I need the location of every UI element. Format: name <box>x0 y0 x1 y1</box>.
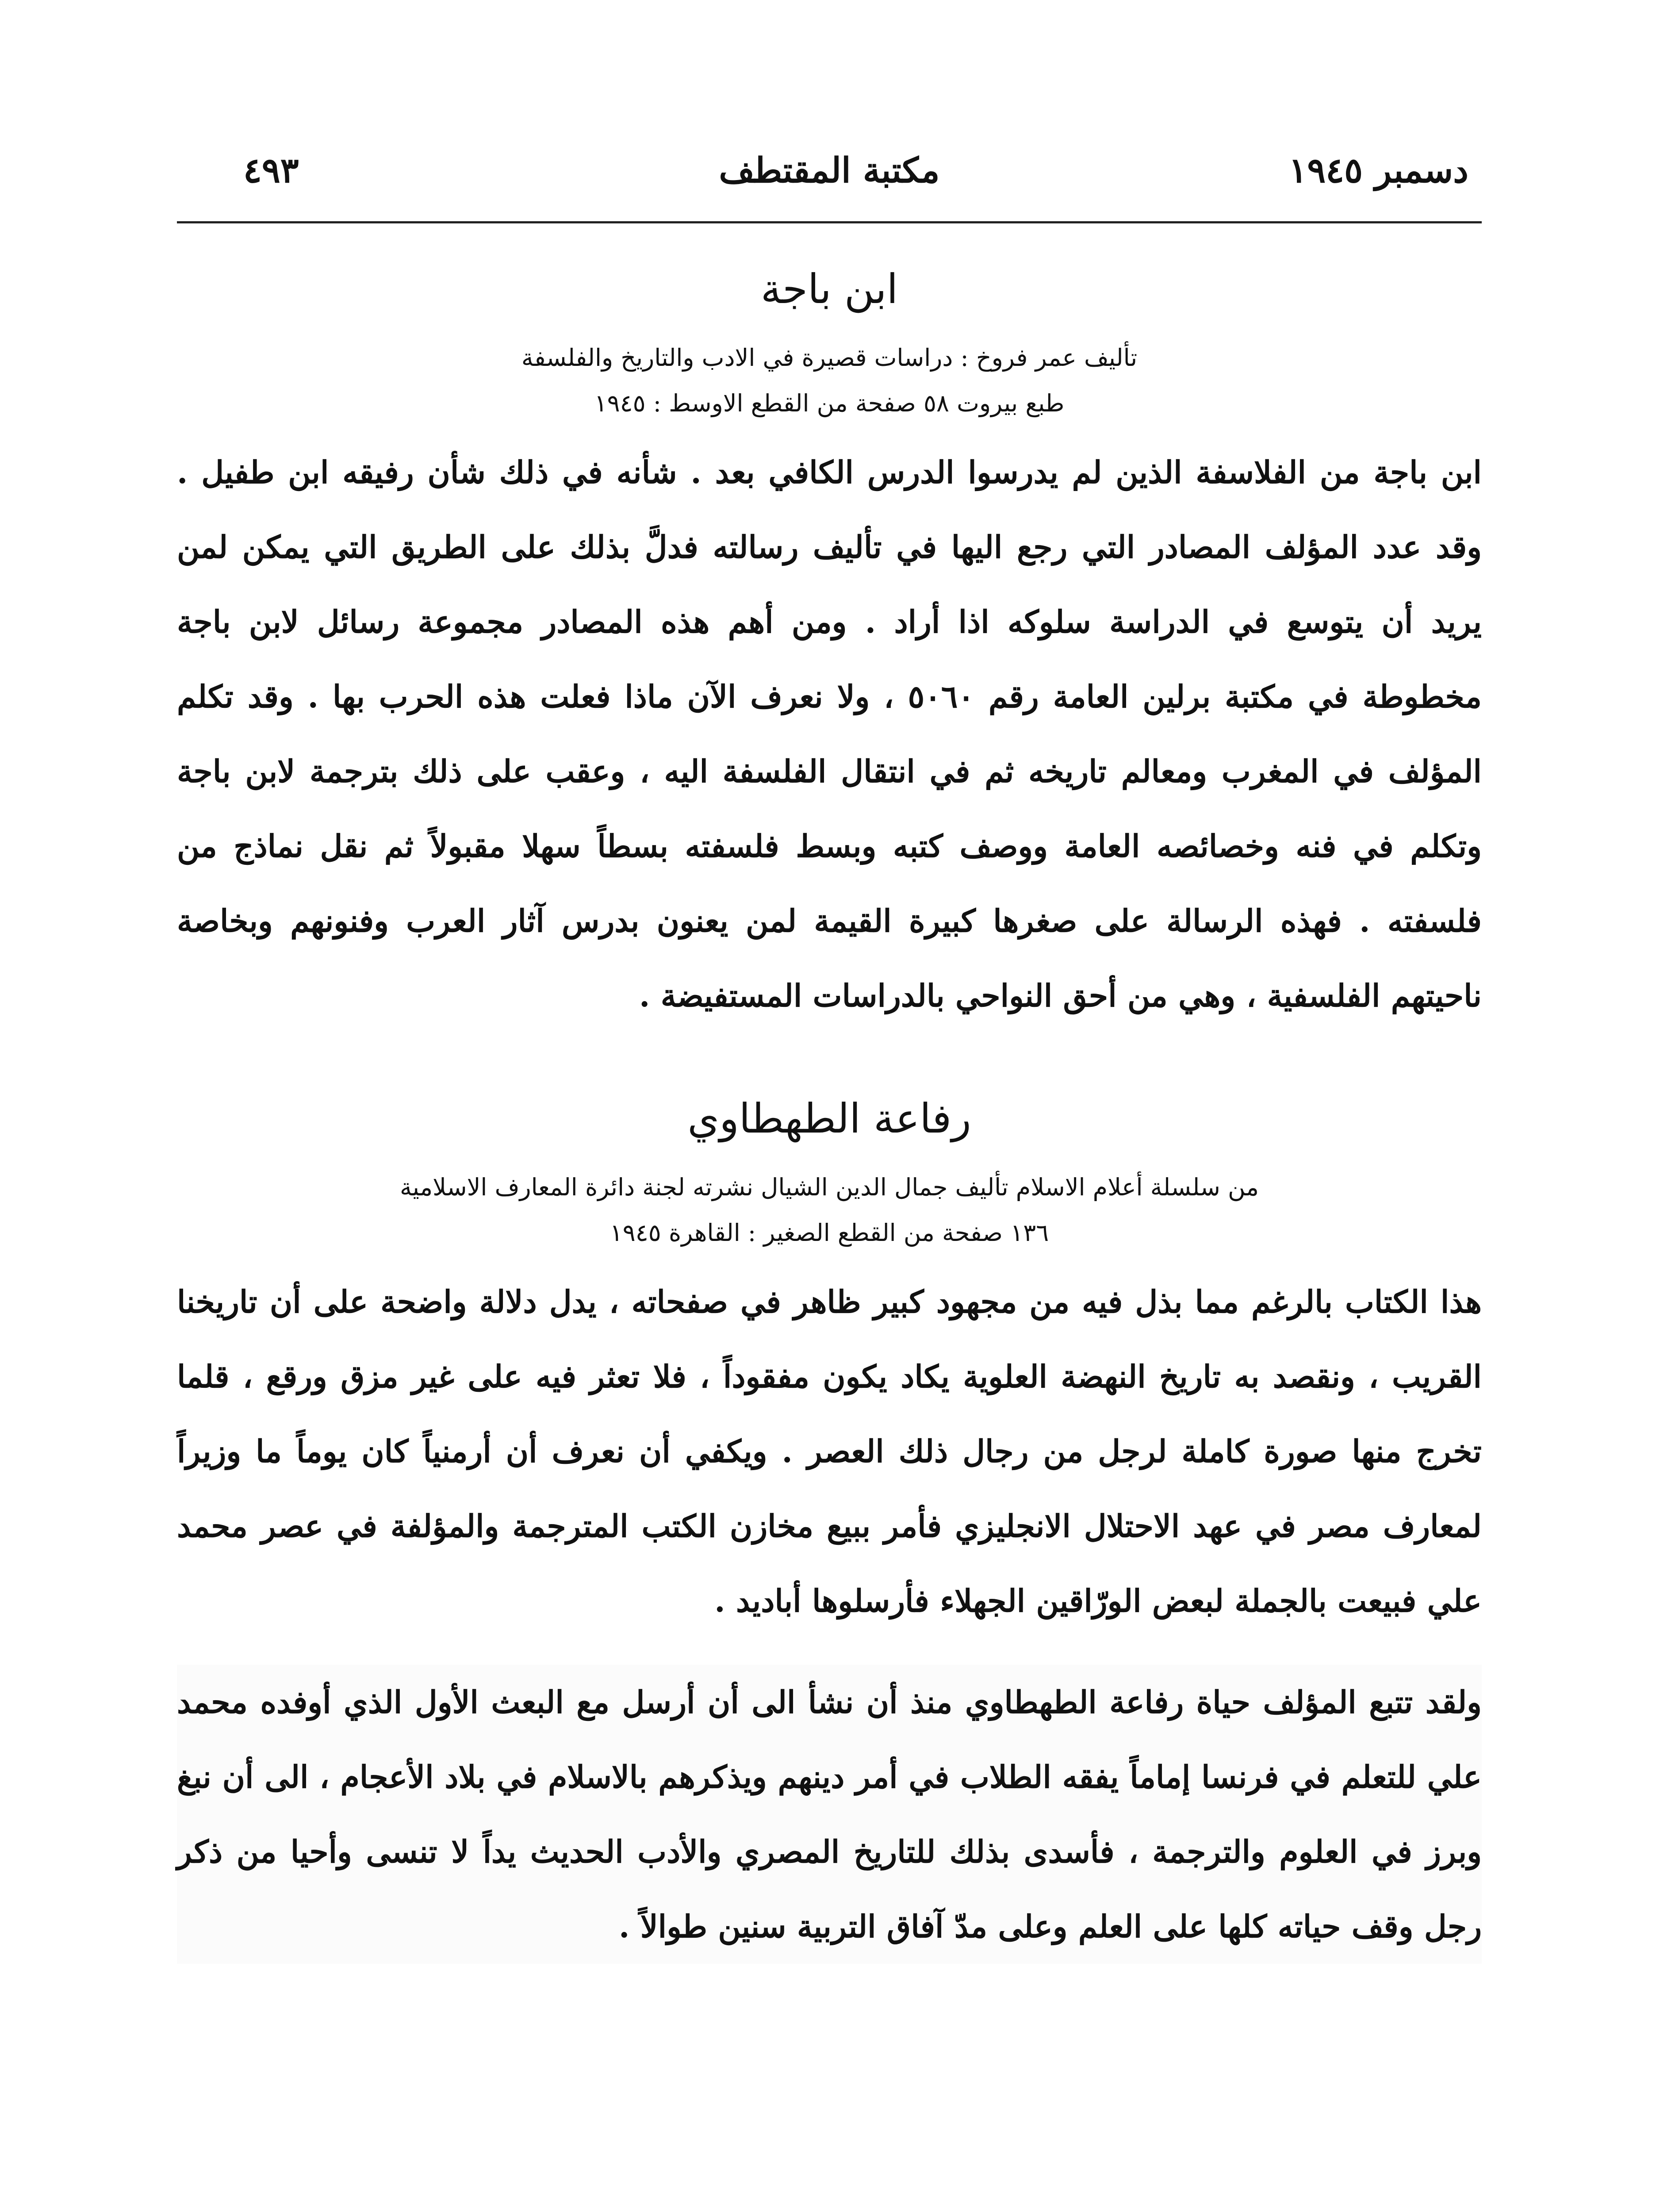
review-publication-line: ١٣٦ صفحة من القطع الصغير : القاهرة ١٩٤٥ <box>610 1219 1049 1247</box>
review-ibn-bajja <box>177 265 1482 1033</box>
review-publication-line: طبع بيروت ٥٨ صفحة من القطع الاوسط : ١٩٤٥ <box>594 389 1065 417</box>
header-rule <box>177 221 1482 223</box>
issue-date: دسمبر ١٩٤٥ <box>1288 150 1468 191</box>
review-body-paragraph-1: هذا الكتاب بالرغم مما بذل فيه من مجهود كبير ظاهر في صفحاته ، يدل دلالة واضحة على أن تاريخنا القريب ، ونقصد به تاريخ النهضة العلوية يكاد يكون مفقوداً ، فلا تعثر فيه على غير مزق ورقع ، قلما تخرج منها صورة كاملة لرجل من رجال ذلك العصر . ويكفي أن نعرف أن أرمنياً كان يوماً ما وزيراً لمعارف مصر في عهد الاحتلال الانجليزي فأمر ببيع مخازن الكتب المترجمة والمؤلفة في عصر محمد علي فبيعت بالجملة لبعض الورّاقين الجهلاء فأرسلوها أباديد . <box>177 1283 1482 1619</box>
review-author-line: من سلسلة أعلام الاسلام تأليف جمال الدين الشيال نشرته لجنة دائرة المعارف الاسلامية <box>399 1173 1259 1201</box>
page-number: ٤٩٣ <box>243 150 299 191</box>
review-rifaa-tahtawi <box>177 1095 1482 1964</box>
review-body: ابن باجة من الفلاسفة الذين لم يدرسوا الدرس الكافي بعد . شأنه في ذلك شأن رفيقه ابن طفيل . وقد عدد المؤلف المصادر التي رجع اليها في تأليف رسالته فدلَّ بذلك على الطريق التي يمكن لمن يريد أن يتوسع في الدراسة سلوكه اذا أراد . ومن أهم هذه المصادر مجموعة رسائل لابن باجة مخطوطة في مكتبة برلين العامة رقم ٥٠٦٠ ، ولا نعرف الآن ماذا فعلت هذه الحرب بها . وقد تكلم المؤلف في المغرب ومعالم تاريخه ثم في انتقال الفلسفة اليه ، وعقب على ذلك بترجمة لابن باجة وتكلم في فنه وخصائصه العامة ووصف كتبه وبسط فلسفته بسطاً سهلا مقبولاً ثم نقل نماذج من فلسفته . فهذه الرسالة على صغرها كبيرة القيمة لمن يعنون بدرس آثار العرب وفنونهم وبخاصة ناحيتهم الفلسفية ، وهي من أحق النواحي بالدراسات المستفيضة . <box>177 454 1482 1014</box>
review-author-line: تأليف عمر فروخ : دراسات قصيرة في الادب والتاريخ والفلسفة <box>521 344 1138 372</box>
review-title: ابن باجة <box>760 265 898 313</box>
review-body-paragraph-2: ولقد تتبع المؤلف حياة رفاعة الطهطاوي منذ أن نشأ الى أن أرسل مع البعث الأول الذي أوفده محمد علي للتعلم في فرنسا إماماً يفقه الطلاب في أمر دينهم ويذكرهم بالاسلام في بلاد الأعجام ، الى أن نبغ وبرز في العلوم والترجمة ، فأسدى بذلك للتاريخ المصري والأدب الحديث يداً لا تنسى وأحيا من ذكر رجل وقف حياته كلها على العلم وعلى مدّ آفاق التربية سنين طوالاً . <box>177 1665 1482 1964</box>
review-title: رفاعة الطهطاوي <box>687 1095 971 1142</box>
running-head <box>177 133 1482 212</box>
journal-section-title: مكتبة المقتطف <box>719 150 940 191</box>
journal-page <box>177 133 1482 1964</box>
